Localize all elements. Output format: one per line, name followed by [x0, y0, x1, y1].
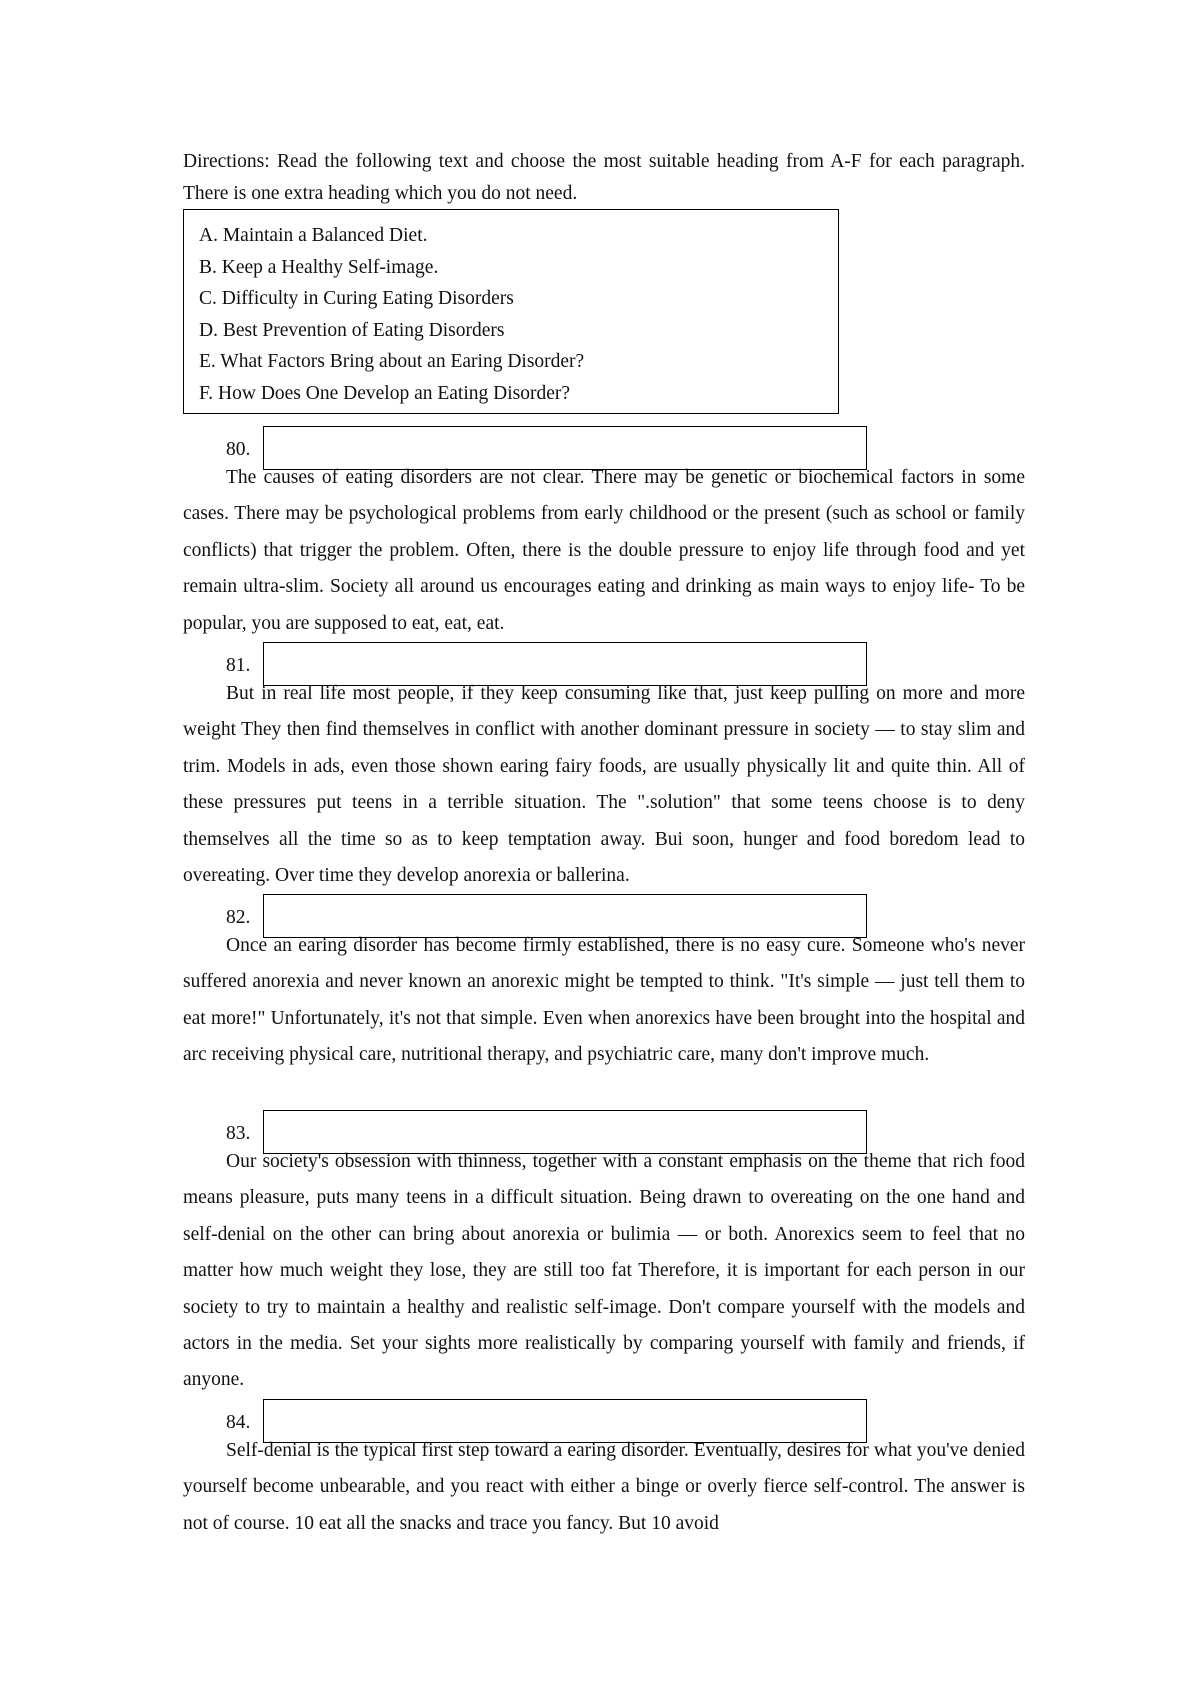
question-number: 83.	[226, 1123, 251, 1144]
question-paragraph: Our society's obsession with thinness, together with a constant emphasis on the theme that rich food means pleasure, puts many teens in a difficult situation. Being drawn to overeating on the one hand and self-denial on the other can bring about anorexia or bulimia — or both. Anorexics seem to feel that no matter how much weight they lose, they are still too fat Therefore, it is important for each person in our society to try to maintain a healthy and realistic self-image. Don't compare yourself with the models and actors in the media. Set your sights more realistically by comparing yourself with family and friends, if anyone.	[183, 1151, 1025, 1391]
question-paragraph: The causes of eating disorders are not clear. There may be genetic or biochemical factors in some cases. There may be psychological problems from early childhood or the present (such as school or family conflicts) that trigger the problem. Often, there is the double pressure to enjoy life through food and yet remain ultra-slim. Society all around us encourages eating and drinking as main ways to enjoy life- To be popular, you are supposed to eat, eat, eat.	[183, 467, 1025, 634]
question-paragraph: Once an earing disorder has become firmly established, there is no easy cure. Someone who's never suffered anorexia and never known an anorexic might be tempted to think. "It's simple — just tell them to eat more!" Unfortunately, it's not that simple. Even when anorexics have been brought into the hospital and arc receiving physical care, nutritional therapy, and psychiatric care, many don't improve much.	[183, 935, 1025, 1066]
question-number: 80.	[226, 439, 251, 460]
option-b: B. Keep a Healthy Self-image.	[199, 256, 439, 278]
option-e: E. What Factors Bring about an Earing Disorder?	[199, 351, 585, 373]
option-c: C. Difficulty in Curing Eating Disorders	[199, 288, 514, 310]
directions-text: Directions: Read the following text and choose the most suitable heading from A-F for each paragraph. There is one extra heading which you do not need.	[183, 151, 1025, 204]
heading-options-box	[183, 209, 839, 414]
question-number: 81.	[226, 655, 251, 676]
option-a: A. Maintain a Balanced Diet.	[199, 225, 428, 246]
question-paragraph: Self-denial is the typical first step toward a earing disorder. Eventually, desires for what you've denied yourself become unbearable, and you react with either a binge or overly fierce self-control. The answer is not of course. 10 eat all the snacks and trace you fancy. But 10 avoid	[183, 1440, 1025, 1534]
answer-box[interactable]	[263, 894, 867, 938]
answer-box[interactable]	[263, 1399, 867, 1443]
answer-box[interactable]	[263, 426, 867, 470]
directions-block	[183, 146, 1025, 210]
answer-box[interactable]	[263, 642, 867, 686]
question-number: 82.	[226, 907, 251, 928]
option-d: D. Best Prevention of Eating Disorders	[199, 319, 505, 341]
answer-box[interactable]	[263, 1110, 867, 1154]
question-paragraph: But in real life most people, if they keep consuming like that, just keep pulling on more and more weight They then find themselves in conflict with another dominant pressure in society — to stay slim and trim. Models in ads, even those shown earing fairy foods, are usually physically lit and quite thin. All of these pressures put teens in a terrible situation. The ".solution" that some teens choose is to deny themselves all the time so as to keep temptation away. Bui soon, hunger and food boredom lead to overeating. Over time they develop anorexia or ballerina.	[183, 683, 1025, 887]
option-f: F. How Does One Develop an Eating Disorder?	[199, 382, 571, 404]
question-number: 84.	[226, 1412, 251, 1433]
